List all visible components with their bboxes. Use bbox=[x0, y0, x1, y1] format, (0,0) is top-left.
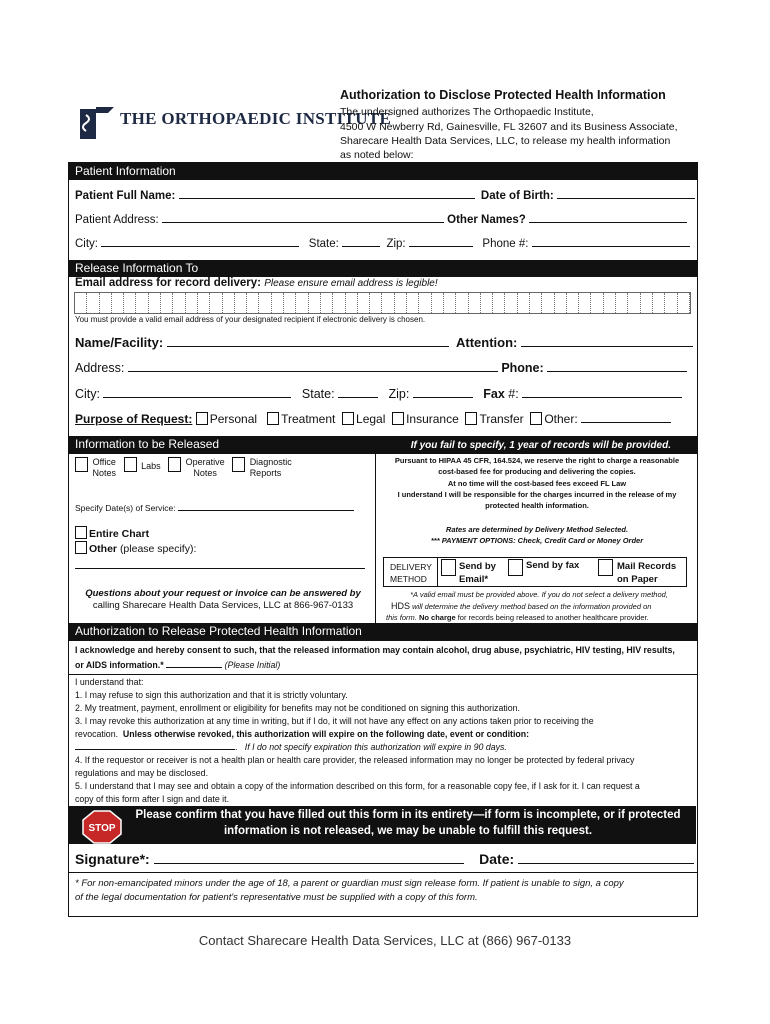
column-divider bbox=[375, 454, 376, 623]
delivery-note-line: will determine the delivery method based on the information provided on bbox=[412, 601, 652, 611]
rates-line: Rates are determined by Delivery Method Selected. bbox=[445, 525, 629, 534]
signature-divider bbox=[69, 872, 697, 873]
hipaa-line: At no time will the cost-based fees exceed FL Law bbox=[447, 478, 627, 488]
understanding-item: 5. I understand that I may see and obtain a copy of the information described on this form, for a reasonable copy fee, if I ask for it. I can request a bbox=[75, 781, 640, 791]
spine-logo-icon bbox=[78, 103, 118, 143]
header-line: Sharecare Health Data Services, LLC, to release my health information bbox=[340, 134, 671, 147]
patient-address-field[interactable] bbox=[162, 213, 444, 223]
rates-note bbox=[379, 524, 695, 546]
footer-contact: Contact Sharecare Health Data Services, LLC at (866) 967-0133 bbox=[198, 933, 572, 948]
payment-line: *** PAYMENT OPTIONS: Check, Credit Card or Money Order bbox=[430, 536, 644, 545]
consent-line: I acknowledge and hereby consent to such, that the released information may contain alcohol, drug abuse, psychiatric, HIV testing, HIV results, bbox=[75, 645, 675, 655]
email-warning: You must provide a valid email address of your designated recipient if electronic delivery is chosen. bbox=[75, 315, 426, 324]
release-phone-field[interactable] bbox=[547, 362, 687, 372]
consent-line: or AIDS information.* bbox=[75, 660, 164, 670]
dob-field[interactable] bbox=[557, 189, 695, 199]
other-label: Other bbox=[89, 543, 118, 555]
delivery-note-line: *A valid email must be provided above. If you do not select a delivery method, bbox=[410, 590, 668, 599]
stop-line: information is not released, we may be unable to fulfill this request. bbox=[223, 825, 593, 837]
patient-phone-label: Phone #: bbox=[482, 238, 529, 250]
info-section-header bbox=[69, 436, 697, 454]
signature-field[interactable] bbox=[154, 852, 464, 864]
release-fax-label: Fax bbox=[483, 387, 505, 401]
purpose-legal-checkbox[interactable] bbox=[342, 412, 354, 425]
release-city-field[interactable] bbox=[103, 388, 291, 398]
questions-line: calling Sharecare Health Data Services, LLC at 866-967-0133 bbox=[92, 600, 354, 611]
understanding-item: 3. I may revoke this authorization at any time in writing, but if I do, it will not have any effect on any actions taken prior to receiving the bbox=[75, 716, 594, 726]
email-note: Please ensure email address is legible! bbox=[264, 278, 438, 289]
purpose-other-field[interactable] bbox=[581, 413, 671, 423]
dob-label: Date of Birth: bbox=[480, 190, 554, 202]
hipaa-line: cost-based fee for producing and delivering the copies. bbox=[438, 467, 636, 477]
purpose-row bbox=[75, 412, 671, 426]
authorization-section-header: Authorization to Release Protected Health Information bbox=[69, 623, 697, 641]
other-checkbox[interactable] bbox=[75, 541, 87, 554]
patient-name-row bbox=[75, 189, 695, 202]
purpose-insurance-checkbox[interactable] bbox=[392, 412, 404, 425]
other-names-field[interactable] bbox=[529, 213, 687, 223]
patient-section-header: Patient Information bbox=[69, 163, 697, 180]
understanding-intro: I understand that: bbox=[75, 677, 144, 687]
email-character-boxes[interactable] bbox=[74, 292, 691, 314]
release-phone-label: Phone: bbox=[501, 361, 544, 375]
send-fax-label: Send by fax bbox=[526, 560, 580, 571]
understanding-item: 1. I may refuse to sign this authorization and that it is strictly voluntary. bbox=[75, 690, 348, 700]
release-fax-hash: #: bbox=[508, 387, 519, 401]
info-section-title: Information to be Released bbox=[75, 437, 220, 451]
delivery-method-label: DELIVERY METHOD bbox=[390, 562, 432, 584]
mail-paper-label: Mail Records on Paper bbox=[617, 561, 677, 585]
operative-notes-label: Operative Notes bbox=[185, 457, 225, 478]
stop-sign-icon bbox=[82, 810, 122, 844]
delivery-method-box bbox=[383, 557, 687, 587]
purpose-option: Personal bbox=[209, 412, 258, 426]
record-types bbox=[75, 457, 292, 479]
release-state-field[interactable] bbox=[338, 388, 378, 398]
info-section-note: If you fail to specify, 1 year of records will be provided. bbox=[410, 440, 671, 451]
office-notes-label: Office Notes bbox=[92, 457, 117, 478]
release-section-header: Release Information To bbox=[69, 260, 697, 277]
institute-logo bbox=[78, 103, 392, 143]
patient-city-field[interactable] bbox=[101, 237, 299, 247]
entire-chart-checkbox[interactable] bbox=[75, 526, 87, 539]
attention-label: Attention: bbox=[456, 335, 518, 350]
entire-chart-label: Entire Chart bbox=[89, 528, 150, 540]
release-address-label: Address: bbox=[75, 361, 125, 375]
other-spec-field[interactable] bbox=[75, 568, 365, 569]
office-notes-checkbox[interactable] bbox=[75, 457, 88, 472]
understanding-item: 4. If the requestor or receiver is not a health plan or health care provider, the released information may no longer be protected by federal privacy bbox=[75, 755, 635, 765]
questions-line: Questions about your request or invoice can be answered by bbox=[85, 588, 361, 599]
hds-label: HDS bbox=[391, 600, 411, 611]
patient-phone-field[interactable] bbox=[532, 237, 690, 247]
header-line: The undersigned authorizes The Orthopaedic Institute, bbox=[340, 106, 594, 119]
initial-label: (Please Initial) bbox=[224, 660, 281, 670]
other-names-label: Other Names? bbox=[447, 214, 526, 226]
labs-label: Labs bbox=[141, 461, 161, 471]
labs-checkbox[interactable] bbox=[124, 457, 137, 472]
dates-label: Specify Date(s) of Service: bbox=[75, 503, 176, 513]
hipaa-line: I understand I will be responsible for the charges incurred in the release of my bbox=[397, 489, 677, 499]
expiration-text: Unless otherwise revoked, this authorization will expire on the following date, event or condition: bbox=[122, 729, 530, 739]
attention-field[interactable] bbox=[521, 337, 693, 347]
questions-note bbox=[75, 588, 371, 612]
understanding-list: I understand that: 1. I may refuse to sign this authorization and that it is strictly voluntary. 2. My treatment, payment, enrollment or eligibility for benefits may not be conditioned on signing this authorization. 3. I may revoke this authorization at any time in writing, but if I do, it will not have any effect on any actions taken prior to receiving the revocation. Unless otherwise revoked, this authorization will expire on the following date, event or condition: . If I do not specify expiration this authorization will expire in 90 days. 4. If the requestor or receiver is not a health plan or health care provider, the released information may no longer be protected by federal privacy regulations and may be disclosed. 5. I understand that I may see and obtain a copy of the information described on this form, for a reasonable copy fee, if I ask for it. I can request a copy of this form after I sign and date it. bbox=[75, 676, 695, 806]
email-label-row bbox=[75, 277, 438, 289]
release-fax-field[interactable] bbox=[522, 388, 682, 398]
patient-city-label: City: bbox=[75, 238, 98, 250]
stop-sign-label: STOP bbox=[88, 823, 116, 834]
operative-notes-checkbox[interactable] bbox=[168, 457, 181, 472]
dates-field[interactable] bbox=[178, 503, 354, 511]
patient-zip-label: Zip: bbox=[386, 238, 406, 250]
purpose-other-checkbox[interactable] bbox=[530, 412, 542, 425]
consent-block bbox=[75, 643, 695, 673]
purpose-treatment-checkbox[interactable] bbox=[267, 412, 279, 425]
understanding-item: regulations and may be disclosed. bbox=[75, 768, 209, 778]
release-city-label: City: bbox=[75, 387, 100, 401]
purpose-option: Treatment bbox=[281, 412, 336, 426]
purpose-personal-checkbox[interactable] bbox=[196, 412, 208, 425]
patient-name-label: Patient Full Name: bbox=[75, 190, 176, 202]
release-state-label: State: bbox=[301, 387, 335, 401]
consent-divider bbox=[69, 674, 697, 675]
stop-line: Please confirm that you have filled out this form in its entirety—if form is incomplete, or if protected bbox=[135, 809, 681, 821]
other-row bbox=[75, 541, 196, 555]
other-spec-label: (please specify): bbox=[119, 543, 197, 555]
stop-message bbox=[128, 807, 688, 839]
entire-chart-row bbox=[75, 526, 149, 540]
facility-field[interactable] bbox=[167, 337, 449, 347]
patient-city-row bbox=[75, 237, 690, 250]
purpose-option: Other: bbox=[544, 412, 578, 426]
patient-address-label: Patient Address: bbox=[75, 214, 159, 226]
send-email-checkbox[interactable] bbox=[441, 559, 456, 576]
signature-row bbox=[75, 851, 694, 867]
expiration-note: If I do not specify expiration this authorization will expire in 90 days. bbox=[244, 742, 507, 752]
purpose-option: Insurance bbox=[406, 412, 459, 426]
no-charge-label: No charge bbox=[418, 613, 456, 622]
mail-paper-checkbox[interactable] bbox=[598, 559, 613, 576]
authorization-form bbox=[68, 162, 698, 917]
diagnostic-reports-label: Diagnostic Reports bbox=[249, 457, 292, 478]
delivery-note: *A valid email must be provided above. If you do not select a delivery method, HDS will determine the delivery method based on the information provided on this form. No charge for records being released to another healthcare provider. bbox=[381, 589, 697, 624]
release-address-row bbox=[75, 361, 687, 375]
facility-label: Name/Facility: bbox=[75, 335, 164, 350]
form-header bbox=[340, 88, 680, 162]
diagnostic-reports-checkbox[interactable] bbox=[232, 457, 245, 472]
send-email-label: Send by Email* bbox=[459, 561, 496, 585]
hipaa-line: Pursuant to HIPAA 45 CFR, 164.524, we reserve the right to charge a reasonable bbox=[394, 456, 680, 465]
patient-name-field[interactable] bbox=[179, 189, 475, 199]
release-address-field[interactable] bbox=[128, 362, 498, 372]
facility-row bbox=[75, 335, 693, 350]
purpose-option: Legal bbox=[356, 412, 386, 426]
institute-name: THE ORTHOPAEDIC INSTITUTE bbox=[120, 109, 392, 128]
purpose-label: Purpose of Request: bbox=[75, 412, 193, 426]
patient-state-label: State: bbox=[308, 238, 339, 250]
understanding-item: copy of this form after I sign and date it. bbox=[75, 794, 230, 804]
minors-line: * For non-emancipated minors under the age of 18, a parent or guardian must sign release form. If patient is unable to sign, a copy bbox=[75, 878, 624, 889]
header-line: 4500 W Newberry Rd, Gainesville, FL 32607 and its Business Associate, bbox=[340, 120, 678, 133]
release-zip-label: Zip: bbox=[388, 387, 410, 401]
release-zip-field[interactable] bbox=[413, 388, 473, 398]
patient-address-row bbox=[75, 213, 687, 226]
form-title: Authorization to Disclose Protected Health Information bbox=[340, 88, 666, 102]
signature-label: Signature*: bbox=[75, 851, 150, 867]
email-label: Email address for record delivery: bbox=[75, 277, 261, 289]
purpose-transfer-checkbox[interactable] bbox=[465, 412, 477, 425]
send-fax-checkbox[interactable] bbox=[508, 559, 523, 576]
purpose-option: Transfer bbox=[479, 412, 524, 426]
patient-state-field[interactable] bbox=[342, 237, 380, 247]
expiration-field[interactable] bbox=[75, 742, 235, 750]
header-line: as noted below: bbox=[340, 149, 414, 162]
patient-zip-field[interactable] bbox=[409, 237, 473, 247]
initial-field[interactable] bbox=[166, 660, 222, 668]
dates-row bbox=[75, 503, 354, 513]
understanding-item: 2. My treatment, payment, enrollment or eligibility for benefits may not be conditioned on signing this authorization. bbox=[75, 703, 520, 713]
signature-date-label: Date: bbox=[479, 851, 515, 867]
minors-note bbox=[75, 877, 695, 904]
signature-date-field[interactable] bbox=[518, 852, 694, 864]
minors-line: of the legal documentation for patient's representative must be supplied with a copy of this form. bbox=[75, 891, 478, 903]
hipaa-note bbox=[379, 455, 695, 511]
release-city-row bbox=[75, 387, 682, 401]
hipaa-line: protected health information. bbox=[485, 501, 589, 511]
